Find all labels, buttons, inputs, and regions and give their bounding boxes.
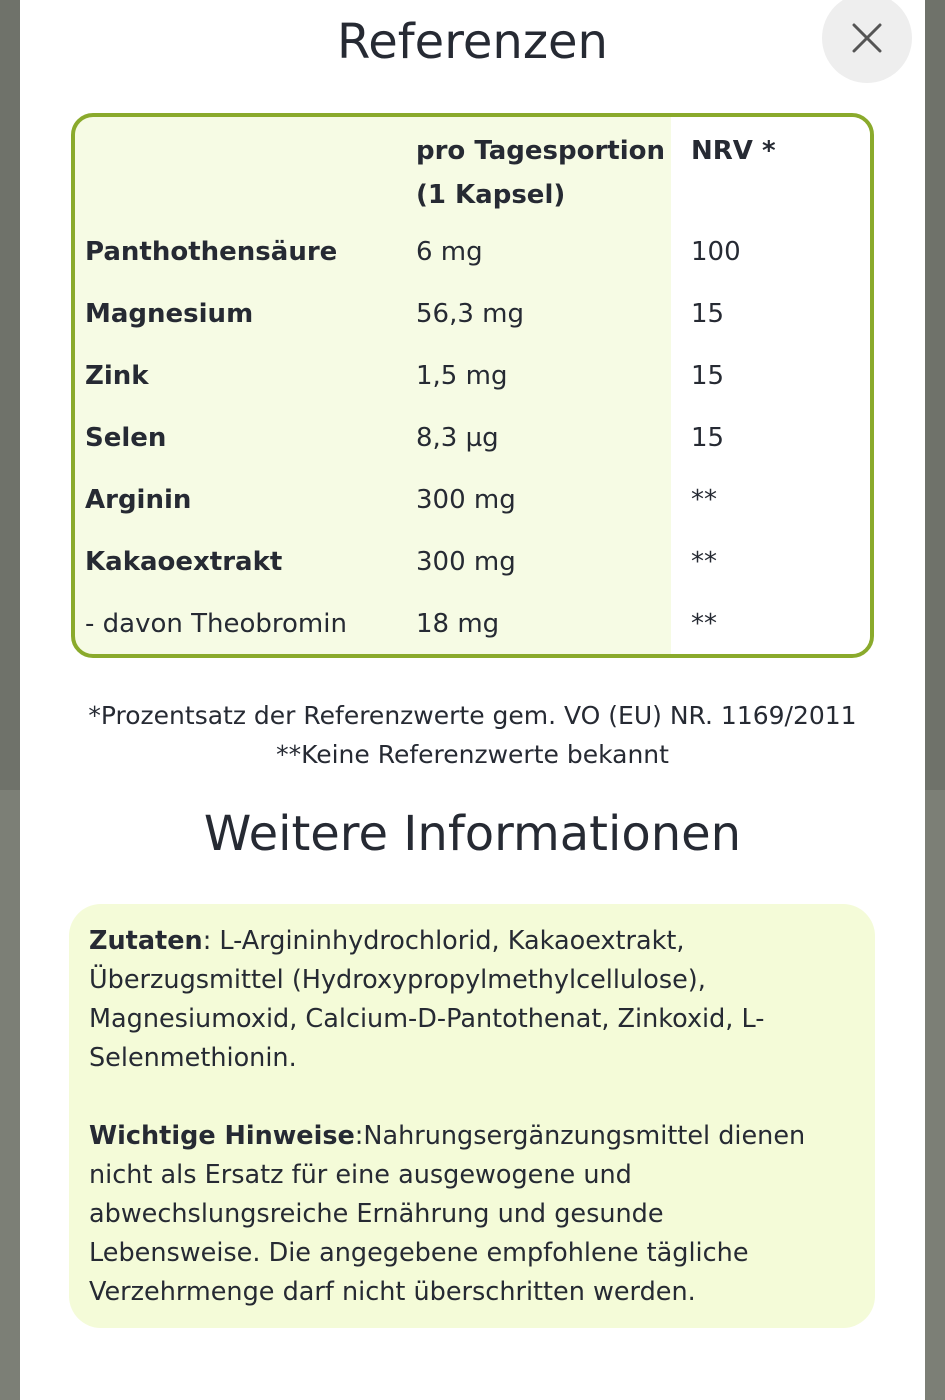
footnote-nrv: *Prozentsatz der Referenzwerte gem. VO (EU) NR. 1169/2011 [88, 701, 857, 730]
nutrient-nrv: 15 [691, 299, 725, 329]
nutrient-amount: 8,3 µg [416, 423, 499, 453]
nutrient-name: Kakaoextrakt [85, 547, 283, 577]
nutrient-nrv: ** [691, 485, 717, 515]
nutrient-amount: 56,3 mg [416, 299, 524, 329]
footnote-no-reference: **Keine Referenzwerte bekannt [276, 740, 669, 769]
table-row [75, 593, 870, 655]
header-nrv: NRV * [691, 136, 776, 166]
nutrient-amount: 6 mg [416, 237, 483, 267]
nutrient-name: Panthothensäure [85, 237, 338, 267]
nutrient-name: - davon Theobromin [85, 609, 347, 639]
nutrient-amount: 300 mg [416, 485, 516, 515]
header-per-serving-line1: pro Tagesportion [416, 136, 666, 166]
table-row [75, 407, 870, 469]
table-row [75, 221, 870, 283]
nutrient-name: Arginin [85, 485, 192, 515]
nutrient-amount: 300 mg [416, 547, 516, 577]
nutrient-nrv: 100 [691, 237, 741, 267]
info-box [69, 904, 875, 1328]
ingredients-label: Zutaten [89, 926, 203, 956]
section-title: Weitere Informationen [203, 806, 742, 862]
nutrient-amount: 1,5 mg [416, 361, 508, 391]
table-row [75, 531, 870, 593]
nutrient-nrv: ** [691, 609, 717, 639]
table-header-row [75, 117, 870, 221]
header-nutrient [75, 117, 416, 221]
notes-label: Wichtige Hinweise [89, 1121, 355, 1151]
ingredients-paragraph [89, 922, 835, 1078]
nutrient-nrv: 15 [691, 361, 725, 391]
nutrient-name: Zink [85, 361, 149, 391]
ingredients-text: : L-Argininhydrochlorid, Kakaoextrakt, Überzugsmittel (Hydroxypropylmethylcellulose), Magnesiumoxid, Calcium-D-Pantothenat, Zinkoxid, L-Selenmethionin. [89, 926, 765, 1073]
table-row [75, 283, 870, 345]
nutrition-table [71, 113, 874, 658]
table-row [75, 345, 870, 407]
footnotes [20, 696, 925, 774]
header-per-serving [416, 117, 681, 221]
nutrient-name: Magnesium [85, 299, 254, 329]
modal-title: Referenzen [337, 14, 608, 70]
references-modal [20, 0, 925, 1400]
nutrient-nrv: 15 [691, 423, 725, 453]
nutrient-nrv: ** [691, 547, 717, 577]
table-row [75, 469, 870, 531]
nutrient-amount: 18 mg [416, 609, 500, 639]
notes-text: :Nahrungsergänzungsmittel dienen nicht als Ersatz für eine ausgewogene und abwechslungsreiche Ernährung und gesunde Lebensweise. Die angegebene empfohlene tägliche Verzehrmenge darf nicht überschritten werden. [89, 1121, 806, 1307]
header-per-serving-line2: (1 Kapsel) [416, 180, 566, 210]
nutrient-name: Selen [85, 423, 167, 453]
notes-paragraph [89, 1117, 835, 1312]
